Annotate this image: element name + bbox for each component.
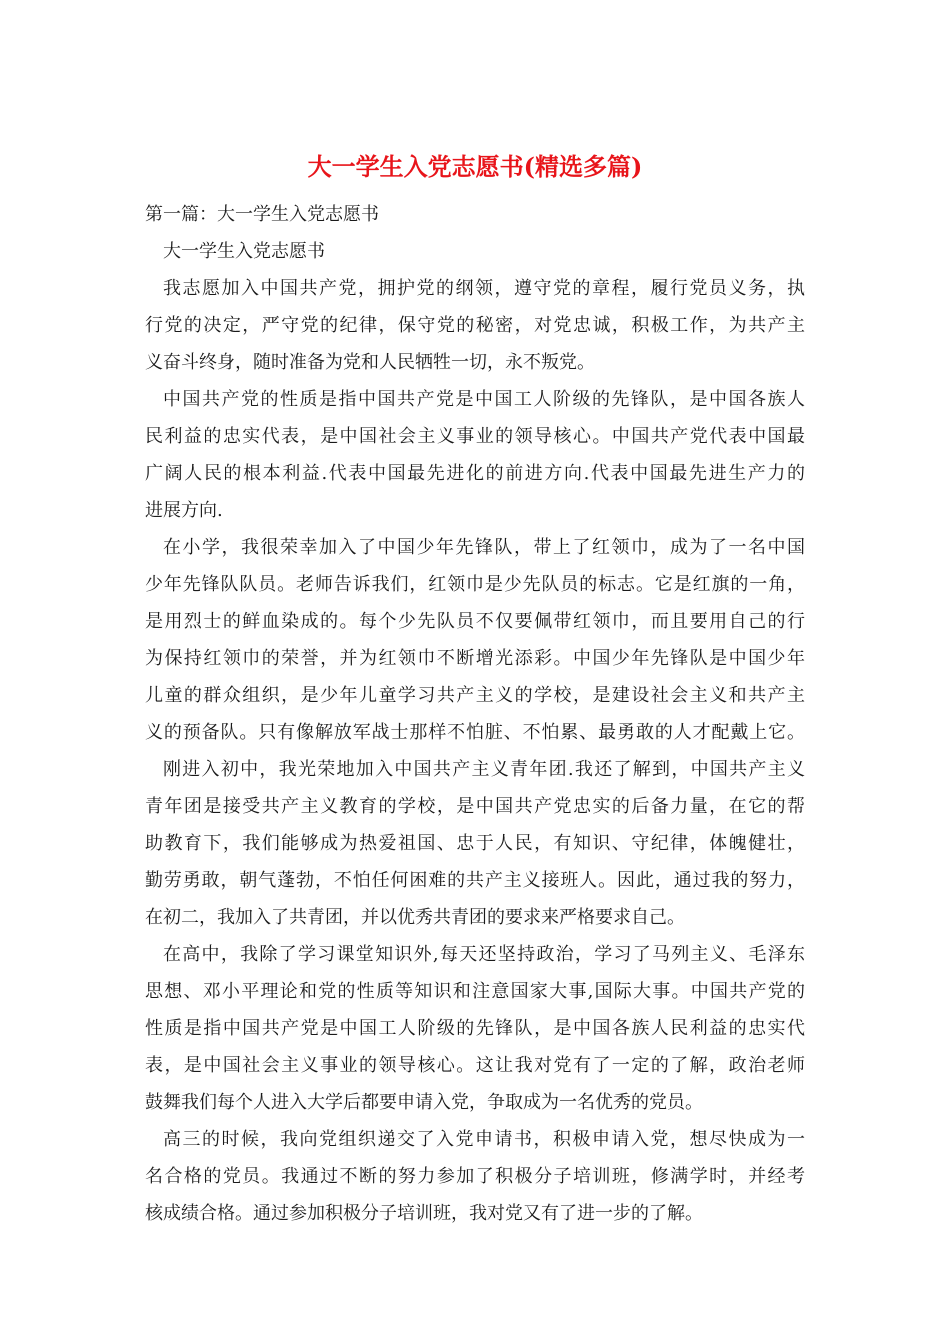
text-line: 表，是中国社会主义事业的领导核心。这让我对党有了一定的了解，政治老师 bbox=[145, 1055, 805, 1076]
text-line: 中国共产党的性质是指中国共产党是中国工人阶级的先锋队，是中国各族人 bbox=[163, 389, 805, 410]
paragraph-1 bbox=[145, 270, 805, 381]
text-line: 民利益的忠实代表，是中国社会主义事业的领导核心。中国共产党代表中国最 bbox=[145, 426, 805, 447]
text-line: 名合格的党员。我通过不断的努力参加了积极分子培训班，修满学时，并经考 bbox=[145, 1166, 805, 1187]
sub-heading: 大一学生入党志愿书 bbox=[163, 241, 325, 262]
text-line: 行党的决定，严守党的纪律，保守党的秘密，对党忠诚，积极工作，为共产主 bbox=[145, 315, 805, 336]
text-line: 鼓舞我们每个人进入大学后都要申请入党，争取成为一名优秀的党员。 bbox=[145, 1092, 703, 1113]
section-heading: 第一篇：大一学生入党志愿书 bbox=[145, 204, 379, 225]
paragraph-3 bbox=[145, 529, 805, 751]
paragraph-6 bbox=[145, 1121, 805, 1232]
text-line: 刚进入初中，我光荣地加入中国共产主义青年团.我还了解到，中国共产主义 bbox=[163, 759, 805, 780]
text-line: 义奋斗终身，随时准备为党和人民牺牲一切，永不叛党。 bbox=[145, 352, 595, 373]
text-line: 少年先锋队队员。老师告诉我们，红领巾是少先队员的标志。它是红旗的一角， bbox=[145, 574, 805, 595]
text-line: 性质是指中国共产党是中国工人阶级的先锋队，是中国各族人民利益的忠实代 bbox=[145, 1018, 805, 1039]
text-line: 高三的时候，我向党组织递交了入党申请书，积极申请入党，想尽快成为一 bbox=[163, 1129, 805, 1150]
document-title: 大一学生入党志愿书(精选多篇) bbox=[307, 152, 643, 181]
paragraph-5 bbox=[145, 936, 805, 1121]
text-line: 是用烈士的鲜血染成的。每个少先队员不仅要佩带红领巾，而且要用自己的行 bbox=[145, 611, 805, 632]
text-line: 进展方向. bbox=[145, 500, 223, 521]
text-line: 核成绩合格。通过参加积极分子培训班，我对党又有了进一步的了解。 bbox=[145, 1203, 703, 1224]
paragraph-4 bbox=[145, 751, 805, 936]
paragraph-2 bbox=[145, 381, 805, 529]
text-line: 思想、邓小平理论和党的性质等知识和注意国家大事,国际大事。中国共产党的 bbox=[145, 981, 805, 1002]
text-line: 我志愿加入中国共产党，拥护党的纲领，遵守党的章程，履行党员义务，执 bbox=[163, 278, 805, 299]
text-line: 为保持红领巾的荣誉，并为红领巾不断增光添彩。中国少年先锋队是中国少年 bbox=[145, 648, 805, 669]
text-line: 义的预备队。只有像解放军战士那样不怕脏、不怕累、最勇敢的人才配戴上它。 bbox=[145, 722, 805, 743]
text-line: 勤劳勇敢，朝气蓬勃，不怕任何困难的共产主义接班人。因此，通过我的努力， bbox=[145, 870, 805, 891]
text-line: 青年团是接受共产主义教育的学校，是中国共产党忠实的后备力量，在它的帮 bbox=[145, 796, 805, 817]
text-line: 在初二，我加入了共青团，并以优秀共青团的要求来严格要求自己。 bbox=[145, 907, 685, 928]
text-line: 在高中，我除了学习课堂知识外,每天还坚持政治，学习了马列主义、毛泽东 bbox=[163, 944, 805, 965]
text-line: 助教育下，我们能够成为热爱祖国、忠于人民，有知识、守纪律，体魄健壮， bbox=[145, 833, 805, 854]
document-body bbox=[145, 196, 805, 1232]
text-line: 儿童的群众组织，是少年儿童学习共产主义的学校，是建设社会主义和共产主 bbox=[145, 685, 805, 706]
text-line: 广阔人民的根本利益.代表中国最先进化的前进方向.代表中国最先进生产力的 bbox=[145, 463, 805, 484]
text-line: 在小学，我很荣幸加入了中国少年先锋队，带上了红领巾，成为了一名中国 bbox=[163, 537, 805, 558]
